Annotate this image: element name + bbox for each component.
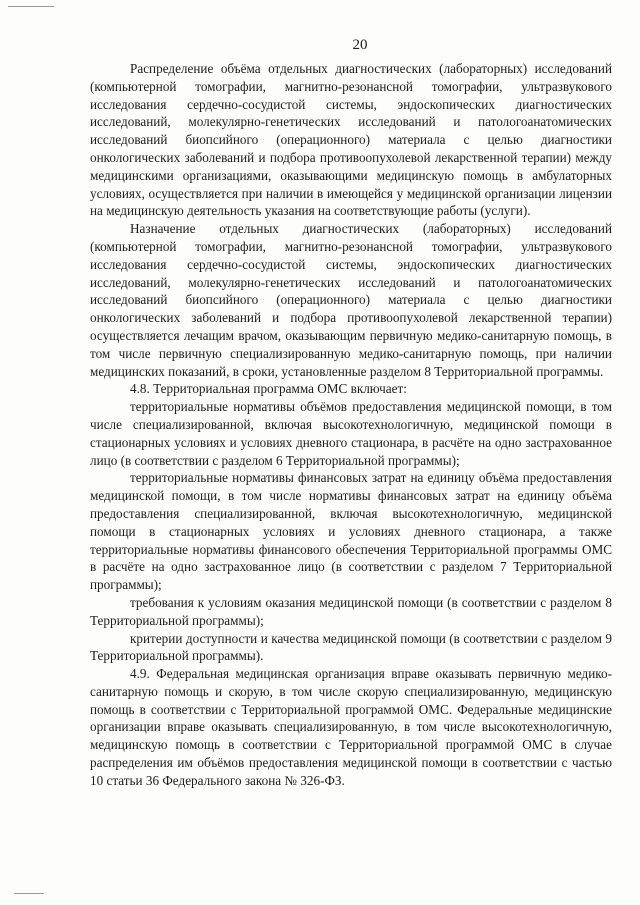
paragraph-appointment: Назначение отдельных диагностических (лабораторных) исследований (компьютерной томографии, магнитно-резонансной томографии, ультразвукового исследования сердечно-сосудистой системы, эндоскопических диагностических исследований, молекулярно-генетических исследований и патологоанатомических исследований биопсийного (операционного) материала с целью диагностики онкологических заболеваний и подбора противоопухолевой лекарственной терапии) осуществляется лечащим врачом, оказывающим первичную медико-санитарную помощь, в том числе первичную специализированную медико-санитарную помощь, при наличии медицинских показаний, в сроки, установленные разделом 8 Территориальной программы. bbox=[90, 221, 612, 379]
paragraph-distribution: Распределение объёма отдельных диагностических (лабораторных) исследований (компьютерной томографии, магнитно-резонансной томографии, ультразвукового исследования сердечно-сосудистой системы, эндоскопических диагностических исследований, молекулярно-генетических исследований и патологоанатомических исследований биопсийного (операционного) материала с целью диагностики онкологических заболеваний и подбора противоопухолевой лекарственной терапии) между медицинскими организациями, оказывающими медицинскую помощь в амбулаторных условиях, осуществляется при наличии в имеющейся у медицинской организации лицензии на медицинскую деятельность указания на соответствующие работы (услуги). bbox=[90, 61, 612, 219]
scan-artifact bbox=[14, 893, 44, 894]
list-item-volume-norms: территориальные нормативы объёмов предоставления медицинской помощи, в том числе специализированной, включая высокотехнологичную, медицинской помощи в стационарных условиях и условиях дневного стационара, в расчёте на одно застрахованное лицо (в соответствии с разделом 6 Территориальной программы); bbox=[90, 399, 612, 468]
paragraph-4-8-heading: 4.8. Территориальная программа ОМС включает: bbox=[130, 381, 407, 397]
page-number: 20 bbox=[352, 37, 368, 53]
list-item-criteria: критерии доступности и качества медицинской помощи (в соответствии с разделом 9 Территориальной программы). bbox=[90, 630, 612, 664]
scan-artifact bbox=[8, 6, 54, 7]
list-item-requirements: требования к условиям оказания медицинской помощи (в соответствии с разделом 8 Территориальной программы); bbox=[90, 594, 612, 628]
document-body bbox=[90, 60, 612, 790]
list-item-cost-norms: территориальные нормативы финансовых затрат на единицу объёма предоставления медицинской помощи, в том числе нормативы финансовых затрат на единицу объёма предоставления специализированной, включая высокотехнологичную, медицинской помощи в стационарных условиях и условиях дневного стационара, а также территориальные нормативы финансового обеспечения Территориальной программы ОМС в расчёте на одно застрахованное лицо (в соответствии с разделом 7 Территориальной программы); bbox=[90, 470, 612, 593]
paragraph-4-9: 4.9. Федеральная медицинская организация вправе оказывать первичную медико-санитарную помощь и скорую, в том числе скорую специализированную, медицинскую помощь в соответствии с Территориальной программой ОМС. Федеральные медицинские организации вправе оказывать специализированную, в том числе высокотехнологичную, медицинскую помощь в соответствии с Территориальной программой ОМС в случае распределения им объёмов предоставления медицинской помощи в соответствии с частью 10 статьи 36 Федерального закона № 326-ФЗ. bbox=[90, 666, 612, 788]
